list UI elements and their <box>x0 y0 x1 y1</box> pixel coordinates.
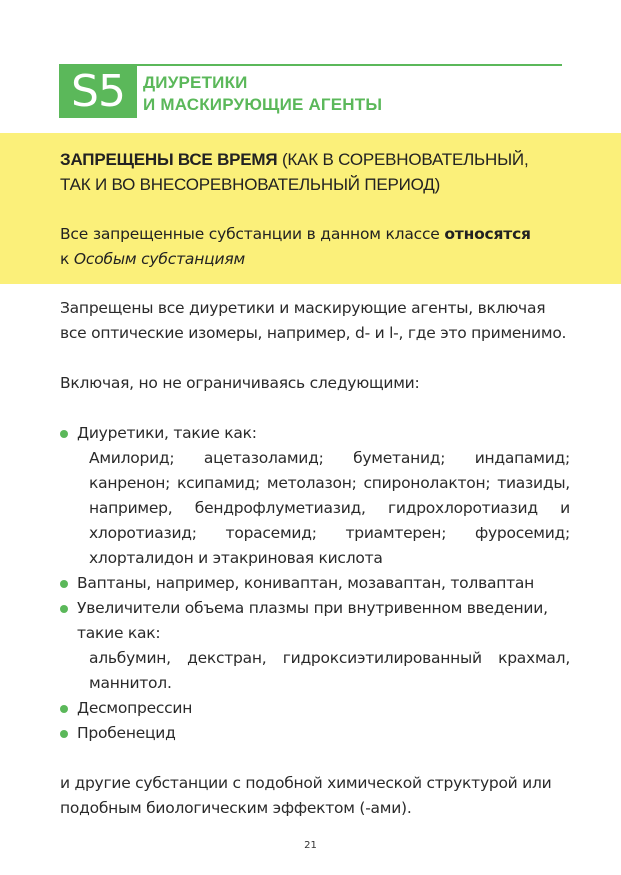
list-item-label: Диуретики, такие как: <box>77 424 257 442</box>
list-item-label: Ваптаны, например, кониваптан, мозаваптан, толваптан <box>77 574 535 592</box>
bullet-icon <box>60 430 68 438</box>
note-mid: к <box>60 250 74 268</box>
bullet-icon <box>60 605 68 613</box>
section-title <box>143 72 382 116</box>
substance-list <box>60 421 570 746</box>
closing-paragraph: и другие субстанции с подобной химической структурой или подобным биологическим эффектом (-ами). <box>60 774 552 817</box>
note-italic: Особым субстанциям <box>73 250 245 268</box>
notice-bold: ЗАПРЕЩЕНЫ ВСЕ ВРЕМЯ <box>60 150 278 169</box>
prohibition-notice <box>60 147 580 197</box>
page-number: 21 <box>304 840 317 851</box>
bullet-icon <box>60 730 68 738</box>
bullet-icon <box>60 580 68 588</box>
note-bold: относятся <box>444 225 531 243</box>
notice-rest-2: ТАК И ВО ВНЕСОРЕВНОВАТЕЛЬНЫЙ ПЕРИОД) <box>60 175 441 194</box>
list-item <box>60 596 570 696</box>
including-paragraph: Включая, но не ограничиваясь следующими: <box>60 374 420 392</box>
section-title-line1: ДИУРЕТИКИ <box>143 73 248 92</box>
list-item <box>60 696 570 721</box>
list-item-label: Десмопрессин <box>77 699 193 717</box>
list-item-label: Увеличители объема плазмы при внутривенном введении, такие как: <box>77 599 548 642</box>
intro-paragraph: Запрещены все диуретики и маскирующие агенты, включая все оптические изомеры, например, d- и l-, где это применимо. <box>60 299 567 342</box>
section-title-line2: И МАСКИРУЮЩИЕ АГЕНТЫ <box>143 95 383 114</box>
list-item <box>60 421 570 571</box>
note-prefix: Все запрещенные субстанции в данном классе <box>60 225 445 243</box>
bullet-icon <box>60 705 68 713</box>
list-item-details: Амилорид; ацетазоламид; буметанид; индапамид; канренон; ксипамид; метолазон; спиронолактон; тиазиды, например, бендрофлуметиазид, гидрохлоротиазид и хлоротиазид; торасемид; триамтерен; фуросемид; хлорталидон и этакриновая кислота <box>89 449 570 567</box>
list-item-details: альбумин, декстран, гидроксиэтилированный крахмал, маннитол. <box>89 649 570 692</box>
list-item-label: Пробенецид <box>77 724 176 742</box>
specified-substances-note <box>60 222 580 272</box>
list-item <box>60 721 570 746</box>
notice-rest-1: (КАК В СОРЕВНОВАТЕЛЬНЫЙ, <box>277 150 529 169</box>
list-item <box>60 571 570 596</box>
section-code-badge: S5 <box>59 66 137 118</box>
